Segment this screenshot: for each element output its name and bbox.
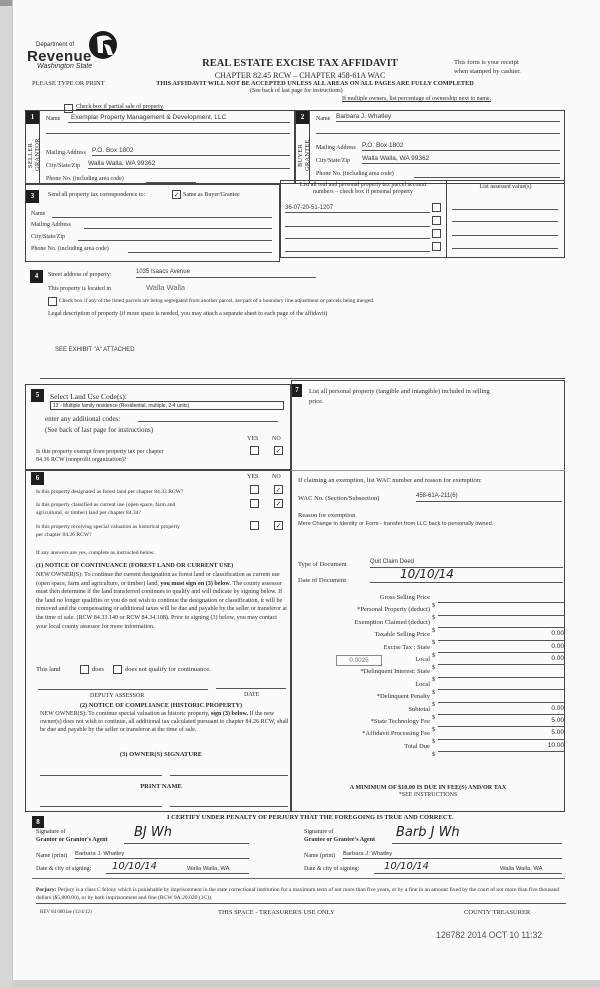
forest-land-question: Is this property designated as forest land per chapter 84.33 RCW?	[36, 489, 184, 495]
exemption-claim-label: If claiming an exemption, list WAC number and reason for exemption:	[298, 477, 482, 484]
grantor-signature[interactable]: BJ Wh	[124, 825, 249, 844]
corr-name-field[interactable]	[52, 217, 272, 218]
current-use-yes-checkbox[interactable]	[250, 499, 259, 508]
fee-label-total: Total Due	[404, 742, 430, 750]
section-4-tag: 4	[30, 270, 43, 283]
same-as-buyer-checkbox[interactable]: ✓	[173, 191, 180, 199]
parcels-header-1: List all real and personal property tax parcel account	[299, 182, 427, 188]
notice-2-body: NEW OWNER(S): To continue special valuation as historic property, sign (3) below. If the new owner(s) does not wish to continue, all additional tax calculated pursuant to chapter 84.26 RCW, shall be due and payable by the seller or transferor at the time of sale.	[40, 711, 289, 733]
partial-sale-label: Check box if partial sale of property	[76, 104, 163, 110]
same-as-buyer-label: Same as Buyer/Grantee	[183, 192, 240, 198]
buyer-name-field[interactable]: Barbara J. Whatley	[336, 113, 560, 122]
grantee-date-city-line[interactable]	[374, 873, 562, 874]
washington-state-label: Washington State	[37, 63, 93, 70]
historic-question-2: per chapter 84.26 RCW?	[36, 532, 92, 538]
fee-label-tech: *State Technology Fee	[370, 717, 430, 725]
cashier-stamp: 126782 2014 OCT 10 11:32	[436, 930, 542, 940]
land-use-see-back: (See back of last page for instructions)	[45, 426, 154, 434]
parcel-row-2[interactable]	[285, 226, 430, 227]
owner-signature-label: (3) OWNER(S) SIGNATURE	[119, 751, 203, 758]
fee-label-delinq-state: *Delinquent Interest: State	[360, 668, 430, 676]
grantor-sig-label-2: Grantor or Grantor's Agent	[36, 837, 108, 843]
grantee-name-field[interactable]: Barbara J. Whatley	[343, 851, 562, 859]
personal-property-label-1: List all personal property (tangible and intangible) included in selling	[309, 388, 490, 395]
form-title: REAL ESTATE EXCISE TAX AFFIDAVIT	[202, 58, 398, 69]
grantee-city[interactable]: Walla Walla, WA	[500, 866, 543, 872]
fee-label-exemption: Exemption Claimed (deduct)	[354, 618, 430, 626]
does-not-qualify-checkbox[interactable]	[113, 665, 122, 674]
buyer-city-label: City/State/Zip	[316, 158, 350, 164]
fee-row-total[interactable]: $ 10.00	[432, 741, 564, 758]
land-use-yes-header: YES	[247, 436, 259, 442]
notice-1-title: (1) NOTICE OF CONTINUANCE (FOREST LAND OR CURRENT USE)	[36, 562, 234, 569]
fee-label-subtotal: Subtotal	[408, 705, 430, 713]
grantor-city[interactable]: Walla Walla, WA	[187, 866, 230, 872]
minimum-due-note: A MINIMUM OF $10.00 IS DUE IN FEE(S) AND/OR TAX	[349, 784, 507, 791]
form-id: REV 84 0001ae (12/4/12)	[40, 910, 92, 915]
doc-type-label: Type of Document	[298, 561, 347, 568]
fee-row-tech[interactable]: $ 5.00	[432, 716, 564, 733]
buyer-name-line-2[interactable]	[316, 133, 560, 134]
this-land-label: This land	[36, 666, 61, 673]
current-use-question-2: agricultural, or timber) land per chapter 84.34?	[36, 510, 141, 516]
fee-row-processing[interactable]: $ 5.00	[432, 729, 564, 746]
does-not-label: does not qualify for continuance.	[125, 666, 211, 673]
certify-statement: I CERTIFY UNDER PENALTY OF PERJURY THAT THE FOREGOING IS TRUE AND CORRECT.	[166, 814, 453, 821]
dept-of-label: Department of	[36, 42, 75, 48]
street-field[interactable]: 1035 Isaacs Avenue	[136, 269, 316, 278]
s6-no-header: NO	[272, 474, 281, 480]
fee-row-taxable[interactable]: $ 0.00	[432, 630, 564, 647]
wac-field[interactable]: 458-61A-211(6)	[416, 493, 562, 502]
assessed-row-4[interactable]	[452, 248, 558, 249]
land-use-label: Select Land Use Code(s):	[50, 392, 127, 401]
assessor-date-label: DATE	[244, 692, 260, 698]
seller-city-field[interactable]: Walla Walla, WA 99362	[88, 160, 290, 169]
historic-question-1: Is this property receiving special valuation as historical property	[36, 524, 180, 530]
seller-name-label: Name	[46, 116, 61, 122]
seller-mailing-field[interactable]: P.O. Box 1802	[92, 147, 290, 156]
receipt-note-2: when stamped by cashier.	[454, 68, 521, 75]
owner-signature-line-2[interactable]	[170, 775, 288, 776]
wac-label: WAC No. (Section/Subsection)	[298, 495, 380, 502]
section-2-tag: 2	[296, 111, 309, 124]
fee-row-exemption[interactable]: $	[432, 619, 564, 631]
receipt-note-1: This form is your receipt	[454, 59, 519, 66]
additional-codes-field[interactable]	[138, 421, 278, 422]
fee-row-subtotal[interactable]: $ 0.00	[432, 704, 564, 721]
parcel-1-personal-checkbox[interactable]	[432, 203, 441, 212]
exempt-yes-checkbox[interactable]	[250, 446, 259, 455]
buyer-city-field[interactable]: Walla Walla, WA 99362	[362, 155, 560, 164]
exemption-reason-label: Reason for exemption	[298, 512, 356, 519]
located-value[interactable]: Walla Walla	[146, 283, 186, 292]
fee-row-state-tax[interactable]: $ 0.00	[432, 642, 564, 659]
segregate-checkbox[interactable]	[48, 297, 57, 306]
multiple-owners-note: If multiple owners, list percentage of ownership next to name.	[342, 96, 492, 102]
legal-label: Legal description of property (if more space is needed, you may attach a separate sheet to each page of the affidavit)	[48, 311, 328, 317]
corr-phone-field[interactable]	[128, 252, 272, 253]
seller-phone-field[interactable]	[146, 182, 196, 183]
seller-name-line-2[interactable]	[46, 133, 290, 134]
buyer-mailing-label: Mailing Address	[316, 145, 356, 151]
corr-mailing-label: Mailing Address	[31, 222, 71, 228]
fee-row-delinq-state[interactable]: $	[432, 668, 564, 680]
located-label: This property is located in	[48, 286, 111, 292]
segregate-label: Check box if any of the listed parcels are being segregated from another parcel, are part of a boundary line adjustment or parcels being merged.	[59, 298, 375, 304]
buyer-side-label: BUYER GRANTEE	[297, 139, 311, 171]
fee-row-gross[interactable]: $	[432, 594, 564, 606]
notice-1-body: NEW OWNER(S): To continue the current designation as forest land or classification as current use (open space, farm and agriculture, or timber) land, you must sign on (3) below. The county assessor must then determine if the land transferred continues to qualify and will indicate by signing below. If the land no longer qualifies or you do not wish to continue the designation or classification, it will be removed and the compensating or additional taxes will be due and payable by the seller or transferor at the time of sale. (RCW 84.33.140 or RCW 84.34.108). Prior to signing (3) below, you may contact your local county assessor for more information.	[36, 572, 287, 630]
fee-row-personal[interactable]: $	[432, 606, 564, 618]
current-use-question-1: Is this property classified as current use (open space, farm and	[36, 502, 176, 508]
grantee-sig-label-2: Grantee or Grantee's Agent	[304, 837, 376, 843]
buyer-name-label: Name	[316, 116, 331, 122]
fee-labels	[292, 594, 430, 755]
section-4-bottom-rule	[40, 378, 565, 379]
legal-description[interactable]: SEE EXHIBIT "A" ATTACHED	[55, 347, 135, 353]
parcel-3-personal-checkbox[interactable]	[432, 229, 441, 238]
grantor-name-label: Name (print)	[36, 853, 68, 859]
exempt-no-checkbox[interactable]: ✓	[275, 447, 282, 455]
grantor-date-city-line[interactable]	[106, 873, 249, 874]
section-8-tag: 8	[32, 816, 44, 828]
exempt-question-1: Is this property exempt from property tax per chapter	[36, 449, 164, 455]
if-yes-instruction: If any answers are yes, complete as instructed below.	[36, 550, 155, 556]
fee-row-penalty[interactable]: $	[432, 693, 564, 705]
see-back-note: (See back of last page for instructions)	[250, 88, 343, 94]
parcel-row-4[interactable]	[285, 251, 430, 252]
exempt-question-2: 84.36 RCW (nonprofit organization)?	[36, 457, 127, 463]
deputy-assessor-label: DEPUTY ASSESSOR	[90, 693, 145, 699]
seller-phone-label: Phone No. (including area code)	[46, 176, 124, 182]
section-5-tag: 5	[31, 389, 44, 402]
parcel-row-1[interactable]: 36-07-20-51-1207	[285, 205, 430, 213]
assessed-row-1[interactable]	[452, 209, 558, 210]
buyer-mailing-field[interactable]: P.O. Box 1802	[362, 142, 560, 151]
perjury-rule	[36, 903, 566, 904]
parcel-4-personal-checkbox[interactable]	[432, 242, 441, 251]
buyer-phone-label: Phone No. (including area code)	[316, 171, 394, 177]
assessor-date-line[interactable]	[216, 688, 286, 689]
print-name-label: PRINT NAME	[140, 783, 182, 790]
additional-codes-label: enter any additional codes:	[45, 415, 121, 423]
seller-mailing-label: Mailing Address	[46, 150, 86, 156]
personal-property-label-2: price.	[309, 398, 324, 405]
deputy-assessor-line[interactable]	[38, 689, 208, 690]
s7-divider	[291, 470, 565, 471]
grantor-sig-label-1: Signature of	[36, 829, 66, 835]
grantor-date-city-label: Date & city of signing:	[36, 866, 92, 872]
county-treasurer-label: COUNTY TREASURER	[464, 909, 531, 916]
grantor-name-field[interactable]: Barbara J. Whatley	[75, 851, 249, 859]
revenue-wordmark: Revenue	[27, 48, 92, 65]
dor-logo-icon	[88, 30, 118, 60]
print-name-line-1[interactable]	[40, 806, 162, 807]
form-subtitle: CHAPTER 82.45 RCW – CHAPTER 458-61A WAC	[214, 71, 386, 80]
parcels-divider	[446, 180, 447, 258]
fee-label-penalty: *Delinquent Penalty	[376, 693, 430, 701]
corr-mailing-field[interactable]	[84, 228, 272, 229]
does-qualify-checkbox[interactable]	[80, 665, 89, 674]
parcel-row-3[interactable]	[285, 238, 430, 239]
fee-values	[432, 594, 564, 758]
grantee-sig-label-1: Signature of	[304, 829, 334, 835]
grantor-date[interactable]: 10/10/14	[112, 861, 157, 872]
seller-side-label: SELLER GRANTOR	[27, 138, 41, 172]
owner-signature-line-1[interactable]	[40, 775, 162, 776]
notice-2-title: (2) NOTICE OF COMPLIANCE (HISTORIC PROPERTY)	[79, 702, 243, 709]
section-3-tag: 3	[26, 190, 39, 203]
forest-yes-checkbox[interactable]	[250, 485, 259, 494]
street-label: Street address of property:	[48, 272, 112, 278]
doc-date-field[interactable]: 10/10/14	[370, 567, 563, 583]
please-type-label: PLEASE TYPE OR PRINT	[32, 80, 105, 87]
parcels-header-2: numbers – check box if personal property	[313, 189, 413, 195]
fee-label-gross: Gross Selling Price	[379, 594, 430, 601]
see-instructions-note: *SEE INSTRUCTIONS	[398, 792, 458, 798]
corr-city-field[interactable]	[78, 240, 272, 241]
section-1-tag: 1	[26, 111, 39, 124]
seller-city-label: City/State/Zip	[46, 163, 80, 169]
certify-bottom-rule	[32, 878, 565, 879]
historic-no-checkbox[interactable]: ✓	[275, 522, 282, 530]
grantee-date[interactable]: 10/10/14	[384, 861, 429, 872]
s6-yes-header: YES	[247, 474, 259, 480]
perjury-notice: Perjury: Perjury is a class C felony which is punishable by imprisonment in the state correctional institution for a maximum term of not more than five years, or by a fine in an amount fixed by the court of not more than five thousand dollars ($5,000.00), or by both imprisonment and fine (RCW 9A.20.020 (1C)).	[36, 887, 560, 901]
exemption-reason-field[interactable]: Mere Change in Identity or Form - transfer from LLC back to personally owned.	[298, 521, 494, 527]
doc-date-label: Date of Document	[298, 577, 347, 584]
seller-name-field[interactable]: Exemplar Property Management & Development, LLC	[68, 114, 290, 123]
fee-label-taxable: Taxable Selling Price	[374, 631, 430, 639]
local-rate-field[interactable]: 0.0025	[336, 655, 382, 666]
parcel-2-personal-checkbox[interactable]	[432, 216, 441, 225]
land-use-no-header: NO	[272, 436, 281, 442]
assessed-row-3[interactable]	[452, 235, 558, 236]
forest-no-checkbox[interactable]: ✓	[275, 486, 282, 494]
section-6-tag: 6	[31, 472, 44, 485]
historic-yes-checkbox[interactable]	[250, 521, 259, 530]
section-7-tag: 7	[292, 384, 302, 397]
fee-row-local-tax[interactable]: $ 0.00	[432, 654, 564, 671]
corr-name-label: Name	[31, 211, 46, 217]
print-name-line-2[interactable]	[170, 806, 288, 807]
grantee-name-label: Name (print)	[304, 853, 336, 859]
corr-city-label: City/State/Zip	[31, 234, 65, 240]
does-label: does	[92, 666, 104, 673]
fee-label-personal: *Personal Property (deduct)	[357, 606, 430, 614]
doc-type-field[interactable]: Quit Claim Deed	[370, 559, 563, 568]
scan-bottom-edge	[12, 980, 600, 987]
grantee-signature[interactable]: Barb J Wh	[392, 825, 562, 844]
current-use-no-checkbox[interactable]: ✓	[275, 500, 282, 508]
corr-phone-label: Phone No. (including area code)	[31, 246, 109, 252]
fee-label-delinq-local: Local	[415, 680, 430, 688]
warning-text: THIS AFFIDAVIT WILL NOT BE ACCEPTED UNLESS ALL AREAS ON ALL PAGES ARE FULLY COMPLETED	[156, 80, 474, 87]
fee-row-delinq-local[interactable]: $	[432, 681, 564, 693]
assessed-header: List assessed value(s)	[479, 184, 532, 190]
land-use-select[interactable]: 12 - Multiple family residence (Residential, multiple, 2-4 units)	[50, 401, 284, 410]
fee-label-state-tax: Excise Tax : State	[383, 643, 430, 651]
grantee-date-city-label: Date & city of signing:	[304, 866, 360, 872]
assessed-row-2[interactable]	[452, 221, 558, 222]
fee-label-processing: *Affidavit Processing Fee	[362, 730, 430, 738]
fee-label-local-tax: Local	[415, 655, 430, 663]
correspondence-label: Send all property tax correspondence to:	[48, 192, 146, 198]
buyer-phone-field[interactable]	[414, 177, 560, 178]
treasurer-use-label: THIS SPACE - TREASURER'S USE ONLY	[218, 909, 335, 916]
